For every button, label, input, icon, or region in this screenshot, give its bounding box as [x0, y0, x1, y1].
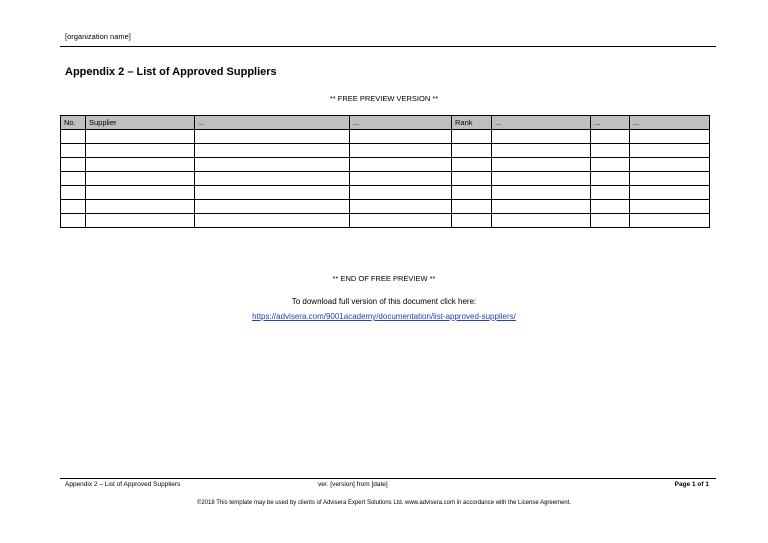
column-header: ...: [350, 116, 452, 130]
preview-label: ** FREE PREVIEW VERSION **: [329, 94, 439, 103]
table-cell: [452, 144, 492, 158]
table-cell: [61, 172, 86, 186]
footer-divider: [60, 478, 716, 479]
footer-version: ver. [version] from [date]: [318, 481, 388, 488]
table-cell: [452, 186, 492, 200]
table-row: [61, 144, 710, 158]
column-header: Supplier: [86, 116, 195, 130]
table-row: [61, 186, 710, 200]
organization-name: [organization name]: [65, 32, 131, 41]
column-header: ...: [195, 116, 350, 130]
table-cell: [350, 172, 452, 186]
table-cell: [492, 144, 591, 158]
table-cell: [86, 200, 195, 214]
table-cell: [350, 200, 452, 214]
column-header: Rank: [452, 116, 492, 130]
table-cell: [86, 144, 195, 158]
table-cell: [492, 200, 591, 214]
table-cell: [591, 172, 630, 186]
table-cell: [350, 186, 452, 200]
footer-page-number: Page 1 of 1: [674, 481, 709, 488]
table-cell: [86, 172, 195, 186]
table-cell: [195, 172, 350, 186]
table-cell: [591, 214, 630, 228]
column-header: No.: [61, 116, 86, 130]
table-cell: [195, 158, 350, 172]
table-row: [61, 214, 710, 228]
table-cell: [61, 200, 86, 214]
table-cell: [61, 144, 86, 158]
table-cell: [630, 158, 710, 172]
table-cell: [630, 144, 710, 158]
table-cell: [630, 130, 710, 144]
table-cell: [350, 144, 452, 158]
suppliers-table: [60, 115, 710, 228]
table-cell: [492, 186, 591, 200]
table-cell: [630, 200, 710, 214]
download-instructions: To download full version of this document click here:: [291, 297, 477, 306]
table-row: [61, 130, 710, 144]
table-cell: [591, 130, 630, 144]
table-row: [61, 200, 710, 214]
table-cell: [591, 144, 630, 158]
table-cell: [61, 186, 86, 200]
table-cell: [195, 130, 350, 144]
table-cell: [492, 158, 591, 172]
table-header-row: [61, 116, 710, 130]
table-cell: [350, 130, 452, 144]
copyright-notice: ©2018 This template may be used by clients of Advisera Expert Solutions Ltd. www.advisera.com in accordance with the License Agreement.: [196, 500, 572, 506]
table-cell: [86, 130, 195, 144]
table-cell: [195, 186, 350, 200]
table-cell: [452, 200, 492, 214]
table-cell: [86, 186, 195, 200]
table-cell: [350, 158, 452, 172]
column-header: ...: [492, 116, 591, 130]
table-cell: [61, 158, 86, 172]
table-cell: [630, 214, 710, 228]
footer-document-name: Appendix 2 – List of Approved Suppliers: [65, 481, 181, 488]
table-cell: [195, 214, 350, 228]
table-row: [61, 172, 710, 186]
document-title: Appendix 2 – List of Approved Suppliers: [65, 66, 277, 78]
table-cell: [195, 144, 350, 158]
table-cell: [86, 158, 195, 172]
table-cell: [630, 172, 710, 186]
table-cell: [492, 172, 591, 186]
table-cell: [492, 130, 591, 144]
header-divider: [60, 46, 716, 47]
end-preview-label: ** END OF FREE PREVIEW **: [332, 274, 436, 283]
table-cell: [630, 186, 710, 200]
download-link[interactable]: https://advisera.com/9001academy/documentation/list-approved-suppliers/: [252, 312, 516, 321]
table-cell: [591, 186, 630, 200]
table-cell: [591, 158, 630, 172]
table-cell: [86, 214, 195, 228]
download-link-container: [0, 312, 768, 321]
table-cell: [61, 214, 86, 228]
table-cell: [591, 200, 630, 214]
column-header: ...: [630, 116, 710, 130]
column-header: ...: [591, 116, 630, 130]
table-cell: [61, 130, 86, 144]
table-cell: [452, 158, 492, 172]
table-cell: [452, 214, 492, 228]
table-cell: [350, 214, 452, 228]
table-cell: [452, 130, 492, 144]
table-row: [61, 158, 710, 172]
table-cell: [195, 200, 350, 214]
table-cell: [492, 214, 591, 228]
table-cell: [452, 172, 492, 186]
